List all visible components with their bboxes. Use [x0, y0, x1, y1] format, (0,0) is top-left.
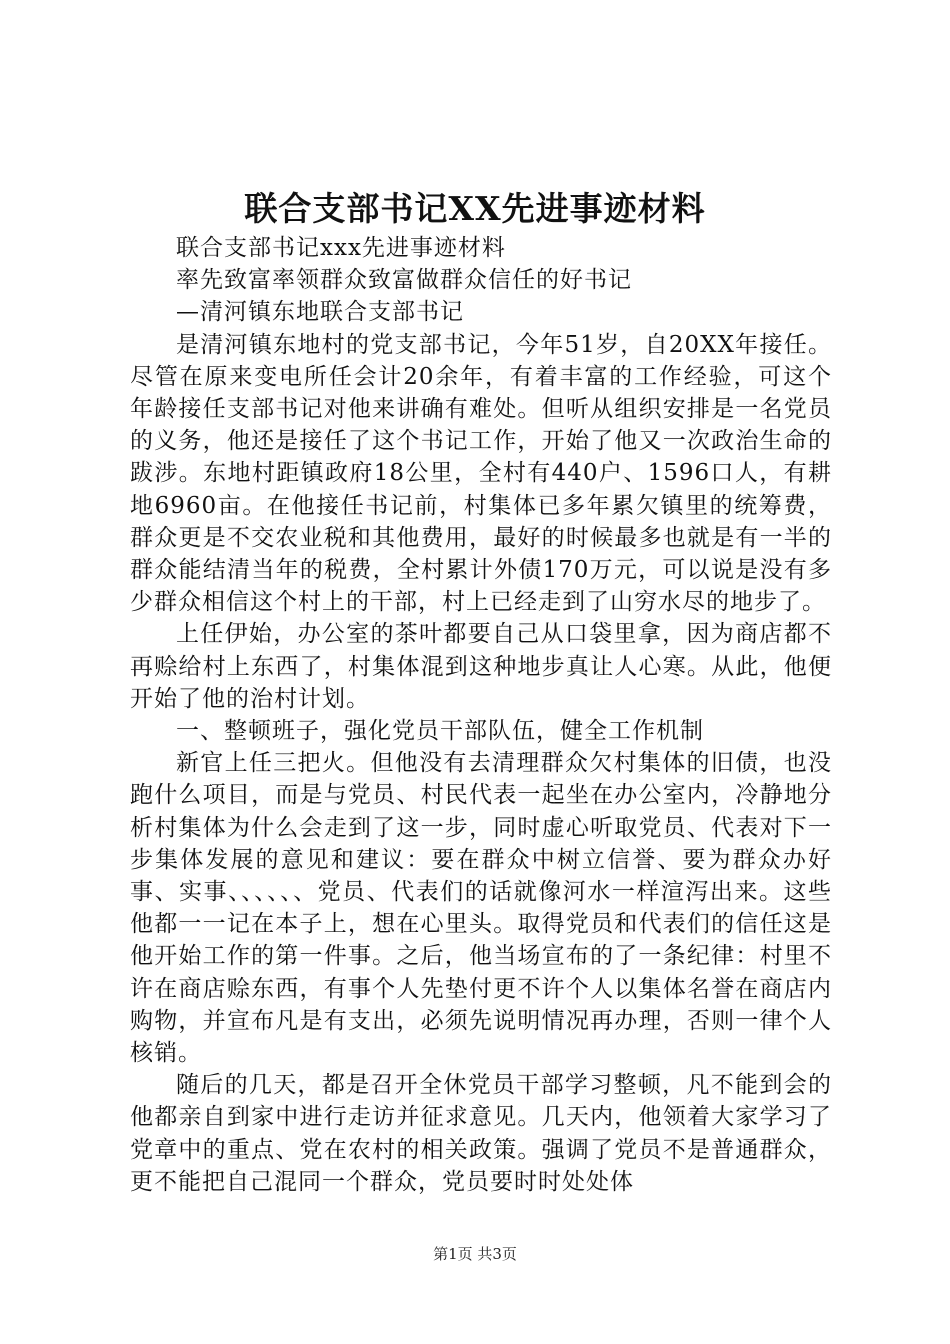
paragraph: 新官上任三把火。但他没有去清理群众欠村集体的旧债，也没跑什么项目，而是与党员、村民代表一起坐在办公室内，冷静地分析村集体为什么会走到了这一步，同时虚心听取党员、代表对下一步集体发展的意见和建议：要在群众中树立信誉、要为群众办好事、实事、、、、、、党员、代表们的话就像河水一样渲泻出来。这些他都一一记在本子上，想在心里头。取得党员和代表们的信任这是他开始工作的第一件事。之后，他当场宣布的了一条纪律：村里不许在商店赊东西，有事个人先垫付更不许个人以集体名誉在商店内购物，并宣布凡是有支出，必须先说明情况再办理，否则一律个人核销。 — [130, 750, 832, 1067]
paragraph: 是清河镇东地村的党支部书记，今年51岁，自20XX年接任。尽管在原来变电所任会计20余年，有着丰富的工作经验，可这个年龄接任支部书记对他来讲确有难处。但听从组织安排是一名党员的义务，他还是接任了这个书记工作，开始了他又一次政治生命的跋涉。东地村距镇政府18公里，全村有440户、1596口人，有耕地6960亩。在他接任书记前，村集体已多年累欠镇里的统筹费，群众更是不交农业税和其他费用，最好的时候最多也就是有一半的群众能结清当年的税费，全村累计外债170万元，可以说是没有多少群众相信这个村上的干部，村上已经走到了山穷水尽的地步了。 — [130, 331, 832, 616]
paragraph: 随后的几天，都是召开全休党员干部学习整顿，凡不能到会的他都亲自到家中进行走访并征求意见。几天内，他领着大家学习了党章中的重点、党在农村的相关政策。强调了党员不是普通群众，更不能把自己混同一个群众，党员要时时处处体 — [130, 1072, 832, 1195]
paragraph-subtitle: 联合支部书记xxx先进事迹材料 — [176, 235, 506, 261]
paragraph-slogan: 率先致富率领群众致富做群众信任的好书记 — [176, 267, 632, 294]
page-footer: 第1页 共3页 — [433, 1245, 517, 1263]
paragraph: 上任伊始，办公室的茶叶都要自己从口袋里拿，因为商店都不再赊给村上东西了，村集体混到这种地步真让人心寒。从此，他便开始了他的治村计划。 — [130, 621, 832, 712]
section-heading: 一、整顿班子，强化党员干部队伍，健全工作机制 — [176, 718, 704, 745]
paragraph-byline: —清河镇东地联合支部书记 — [176, 299, 464, 326]
document-title: 联合支部书记XX先进事迹材料 — [244, 189, 706, 228]
document-body — [130, 232, 832, 1198]
